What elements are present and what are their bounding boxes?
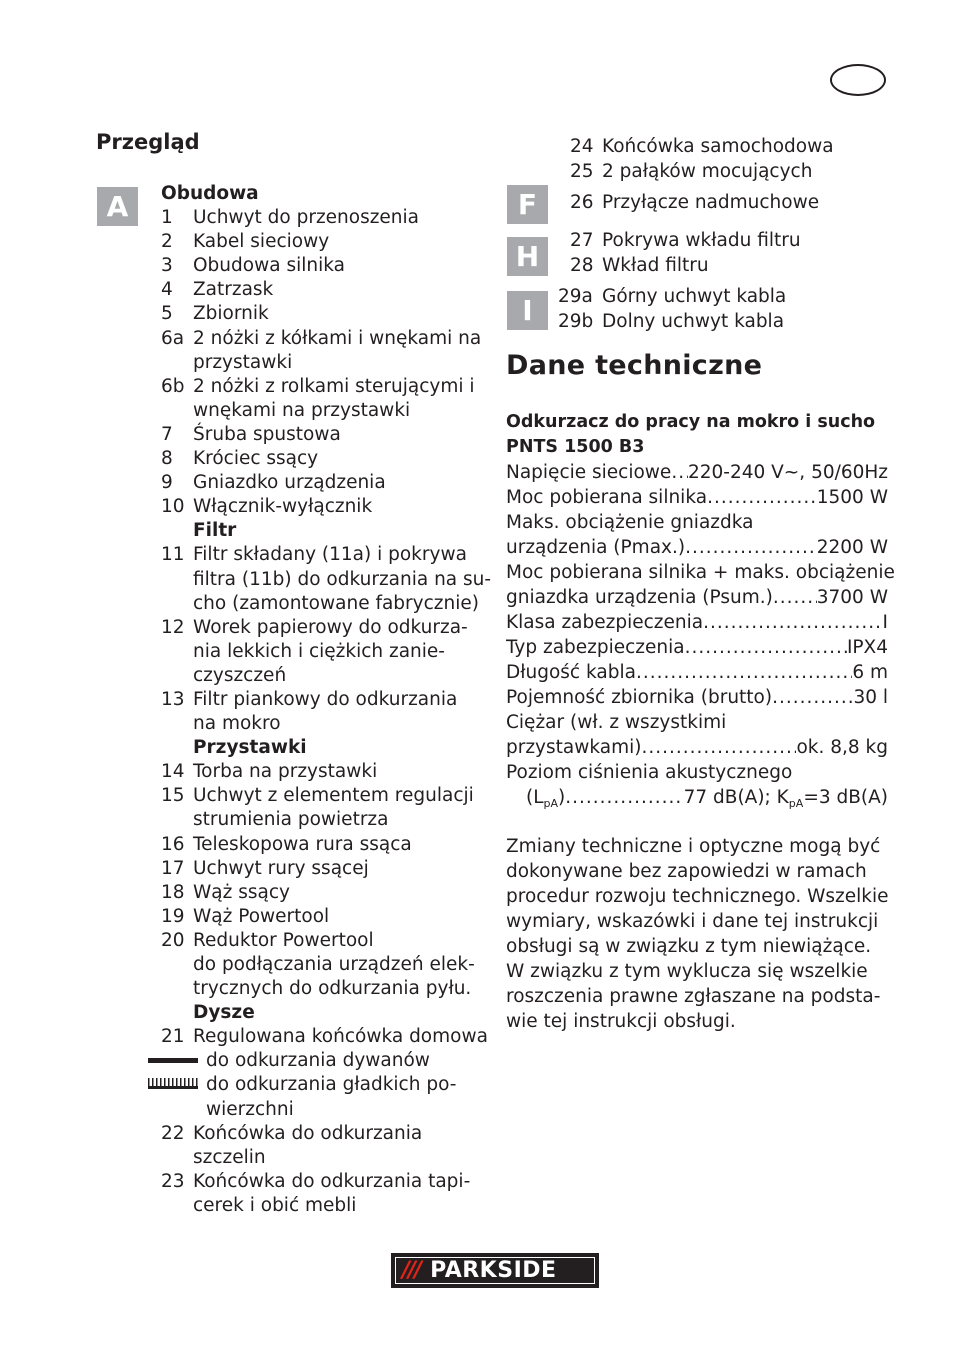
list-item: 23 Końcówka do odkurzania tapi- [161, 1170, 471, 1192]
spec-socket-label: Maks. obciążenie gniazdka [506, 512, 754, 533]
note-line: wymiary, wskazówki i dane tej instrukcji [506, 911, 879, 932]
note-line: wie tej instrukcji obsługi. [506, 1011, 736, 1032]
figure-badge-h: H [507, 237, 548, 276]
list-item: 9 Gniazdko urządzenia [161, 472, 386, 494]
list-item: 19 Wąż Powertool [161, 905, 330, 927]
list-item: na mokro [193, 713, 281, 735]
carpet-nozzle-icon [148, 1058, 198, 1063]
parts-list [161, 182, 491, 1218]
spec-weight-label: Ciężar (wł. z wszystkimi [506, 712, 727, 733]
list-item: 4 Zatrzask [161, 279, 274, 301]
list-item: wierzchni [206, 1098, 294, 1120]
list-item: 11 Filtr składany (11a) i pokrywa [161, 544, 467, 566]
list-item: 18 Wąż ssący [161, 881, 290, 903]
spec-motor-power: Moc pobierana silnika ..... 1500 W [506, 485, 888, 510]
logo-wordmark: PARKSIDE [430, 1258, 557, 1283]
brush-nozzle-icon [148, 1078, 198, 1089]
list-item: cho (zamontowane fabrycznie) [193, 592, 479, 614]
list-item: 20 Reduktor Powertool [161, 929, 374, 951]
list-item: strumienia powietrza [193, 809, 389, 831]
list-item: 21 Regulowana końcówka domowa [161, 1026, 488, 1048]
list-item: 5 Zbiornik [161, 303, 269, 325]
technical-data-table [506, 410, 895, 810]
list-item: 6b 2 nóżki z rolkami sterującymi i [161, 375, 475, 397]
figure-badge-f: F [507, 185, 548, 224]
section-title: Dysze [193, 1002, 255, 1024]
spec-socket-load: urządzenia (Pmax.) ..... 2200 W [506, 535, 888, 560]
list-item: do podłączania urządzeń elek- [193, 954, 475, 975]
product-name: Odkurzacz do pracy na mokro i sucho [506, 412, 876, 432]
spec-total-label: Moc pobierana silnika + maks. obciążenie [506, 562, 895, 583]
parkside-logo [391, 1253, 599, 1288]
list-item: czyszczeń [193, 664, 287, 686]
note-line: Zmiany techniczne i optyczne mogą być [506, 836, 881, 857]
spec-cable-length: Długość kabla ..... 6 m [506, 660, 888, 685]
figure-badge-a: A [97, 187, 138, 226]
note-line: obsługi są w związku z tym niewiążące. [506, 936, 872, 957]
note-line: procedur rozwoju technicznego. Wszelkie [506, 886, 889, 907]
spec-voltage: Napięcie sieciowe ..... 220-240 V~, 50/60Hz [506, 460, 888, 485]
list-item: 16 Teleskopowa rura ssąca [161, 833, 412, 855]
list-item: 6a 2 nóżki z kółkami i wnękami na [161, 327, 482, 349]
spec-weight: przystawkami) ..... ok. 8,8 kg [506, 735, 888, 760]
spec-protection-type: Typ zabezpieczenia ..... IPX4 [506, 635, 888, 660]
figure-badge-i: I [507, 291, 548, 330]
list-item: 10 Włącznik-wyłącznik [161, 496, 373, 518]
section-title: Filtr [193, 520, 237, 542]
spec-noise: $(L_{pA})$ ..... 77 dB(A); $K_{pA}=3$ dB(A) [506, 785, 888, 810]
note-line: dokonywane bez zapowiedzi w ramach [506, 861, 867, 882]
list-item: 13 Filtr piankowy do odkurzania [161, 688, 458, 710]
list-item: 12 Worek papierowy do odkurza- [161, 616, 468, 638]
list-item: nia lekkich i ciężkich zanie- [193, 640, 445, 662]
list-item: do odkurzania gładkich po- [161, 1073, 491, 1097]
spec-tank-capacity: Pojemność zbiornika (brutto) ..... 30 l [506, 685, 888, 710]
spec-noise-label: Poziom ciśnienia akustycznego [506, 762, 793, 783]
list-item: filtra (11b) do odkurzania na su- [193, 568, 492, 590]
list-item: 22 Końcówka do odkurzania [161, 1122, 423, 1144]
list-item: 7 Śruba spustowa [161, 423, 341, 445]
list-item: 2 Kabel sieciowy [161, 231, 330, 253]
note-line: roszczenia prawne zgłaszane na podsta- [506, 986, 881, 1007]
list-item: 1 Uchwyt do przenoszenia [161, 207, 420, 229]
section-title: Przystawki [193, 737, 307, 759]
list-item: 17 Uchwyt rury ssącej [161, 857, 369, 879]
list-item: 14 Torba na przystawki [161, 761, 378, 783]
disclaimer-note [506, 834, 888, 1034]
section-title: Obudowa [161, 183, 259, 204]
list-item: 8 Króciec ssący [161, 448, 319, 470]
list-item: wnękami na przystawki [193, 399, 411, 421]
logo-slashes: /// [402, 1258, 421, 1283]
spec-protection-class: Klasa zabezpieczenia ..... I [506, 610, 888, 635]
product-model: PNTS 1500 B3 [506, 437, 645, 457]
overview-heading: Przegląd [96, 130, 200, 154]
note-line: W związku z tym wyklucza się wszelkie [506, 961, 868, 982]
list-item: 3 Obudowa silnika [161, 255, 345, 277]
list-item: przystawki [193, 351, 293, 373]
list-item: 15 Uchwyt z elementem regulacji [161, 785, 474, 807]
list-item: szczelin [193, 1146, 266, 1168]
technical-data-heading: Dane techniczne [506, 350, 763, 381]
list-item: cerek i obić mebli [193, 1194, 357, 1216]
list-item: do odkurzania dywanów [161, 1049, 491, 1073]
list-item: trycznych do odkurzania pyłu. [193, 978, 472, 1000]
spec-total-power: gniazdka urządzenia (Psum.) ..... 3700 W [506, 585, 888, 610]
language-indicator-oval [830, 64, 886, 96]
